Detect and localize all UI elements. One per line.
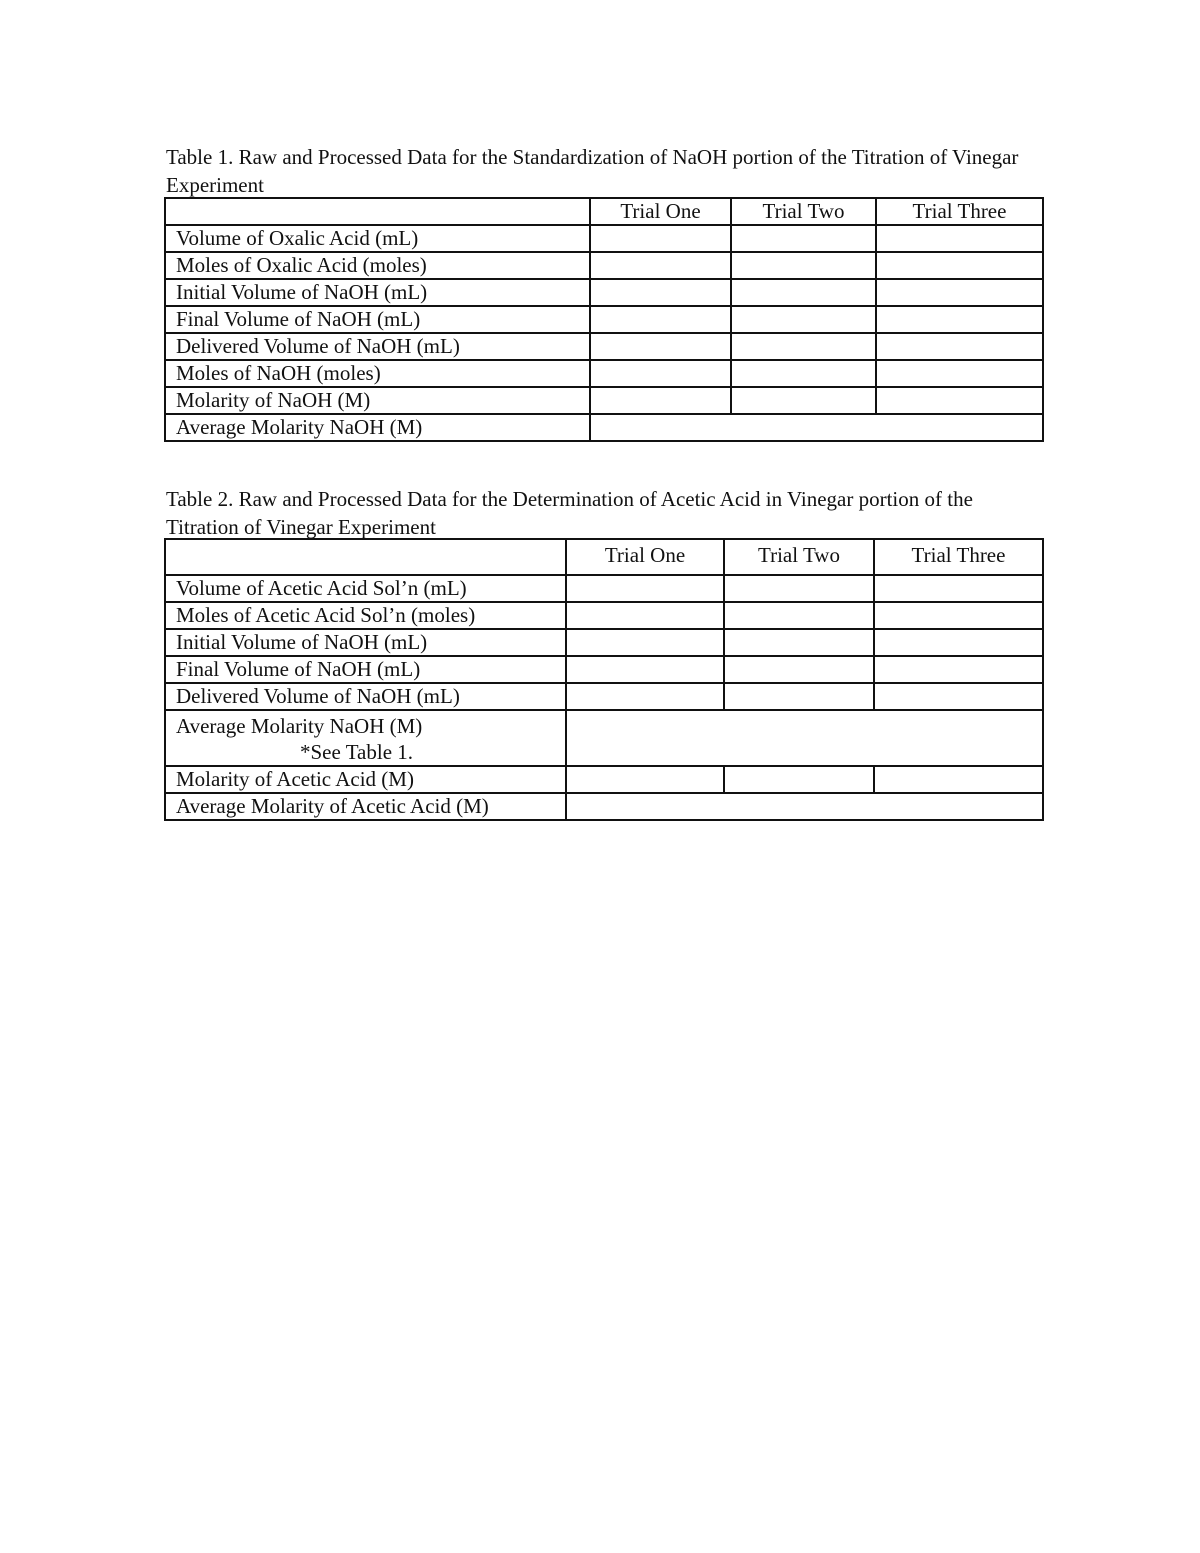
table-2-avg-naoh-row bbox=[165, 710, 1043, 766]
table-1 bbox=[164, 197, 1044, 442]
table-row bbox=[165, 360, 1043, 387]
row-label: Moles of Acetic Acid Sol’n (moles) bbox=[165, 602, 566, 629]
data-cell[interactable] bbox=[731, 360, 876, 387]
data-cell[interactable] bbox=[724, 575, 874, 602]
table-row bbox=[165, 683, 1043, 710]
data-cell[interactable] bbox=[724, 602, 874, 629]
summary-cell[interactable] bbox=[566, 793, 1043, 820]
data-cell[interactable] bbox=[876, 279, 1043, 306]
table-row bbox=[165, 575, 1043, 602]
row-label: Average Molarity NaOH (M) bbox=[165, 414, 590, 441]
table-1-header-row bbox=[165, 198, 1043, 225]
row-label: Initial Volume of NaOH (mL) bbox=[165, 279, 590, 306]
row-label: Delivered Volume of NaOH (mL) bbox=[165, 683, 566, 710]
avg-naoh-label: Average Molarity NaOH (M) bbox=[176, 714, 423, 738]
summary-cell[interactable] bbox=[566, 710, 1043, 766]
data-cell[interactable] bbox=[731, 225, 876, 252]
table-row bbox=[165, 306, 1043, 333]
table-row bbox=[165, 766, 1043, 793]
data-cell[interactable] bbox=[731, 279, 876, 306]
data-cell[interactable] bbox=[724, 656, 874, 683]
data-cell[interactable] bbox=[731, 333, 876, 360]
row-label: Delivered Volume of NaOH (mL) bbox=[165, 333, 590, 360]
row-label bbox=[165, 710, 566, 766]
data-cell[interactable] bbox=[590, 387, 731, 414]
table-row bbox=[165, 387, 1043, 414]
data-cell[interactable] bbox=[874, 766, 1043, 793]
table-2-header-trial-two: Trial Two bbox=[724, 539, 874, 575]
data-cell[interactable] bbox=[590, 306, 731, 333]
table-1-header-trial-two: Trial Two bbox=[731, 198, 876, 225]
data-cell[interactable] bbox=[876, 306, 1043, 333]
table-2-header-trial-one: Trial One bbox=[566, 539, 724, 575]
data-cell[interactable] bbox=[724, 766, 874, 793]
data-cell[interactable] bbox=[566, 766, 724, 793]
data-cell[interactable] bbox=[874, 629, 1043, 656]
table-row bbox=[165, 279, 1043, 306]
row-label: Final Volume of NaOH (mL) bbox=[165, 306, 590, 333]
data-cell[interactable] bbox=[731, 306, 876, 333]
data-cell[interactable] bbox=[874, 656, 1043, 683]
data-cell[interactable] bbox=[876, 225, 1043, 252]
row-label: Initial Volume of NaOH (mL) bbox=[165, 629, 566, 656]
row-label: Moles of NaOH (moles) bbox=[165, 360, 590, 387]
data-cell[interactable] bbox=[876, 387, 1043, 414]
table-2 bbox=[164, 538, 1044, 821]
table-1-header-trial-one: Trial One bbox=[590, 198, 731, 225]
data-cell[interactable] bbox=[876, 360, 1043, 387]
data-cell[interactable] bbox=[724, 629, 874, 656]
table-1-caption: Table 1. Raw and Processed Data for the Standardization of NaOH portion of the Titration of Vinegar Experiment bbox=[166, 145, 1019, 197]
row-label: Volume of Oxalic Acid (mL) bbox=[165, 225, 590, 252]
row-label: Molarity of Acetic Acid (M) bbox=[165, 766, 566, 793]
data-cell[interactable] bbox=[724, 683, 874, 710]
summary-cell[interactable] bbox=[590, 414, 1043, 441]
table-2-header-row bbox=[165, 539, 1043, 575]
row-label: Final Volume of NaOH (mL) bbox=[165, 656, 566, 683]
data-cell[interactable] bbox=[590, 333, 731, 360]
table-2-header-blank bbox=[165, 539, 566, 575]
data-cell[interactable] bbox=[731, 387, 876, 414]
data-cell[interactable] bbox=[876, 252, 1043, 279]
data-cell[interactable] bbox=[874, 575, 1043, 602]
table-row bbox=[165, 225, 1043, 252]
see-table-1-note: *See Table 1. bbox=[300, 740, 414, 764]
table-1-summary-row bbox=[165, 414, 1043, 441]
data-cell[interactable] bbox=[731, 252, 876, 279]
data-cell[interactable] bbox=[874, 683, 1043, 710]
data-cell[interactable] bbox=[566, 629, 724, 656]
data-cell[interactable] bbox=[566, 602, 724, 629]
table-row bbox=[165, 656, 1043, 683]
table-1-header-blank bbox=[165, 198, 590, 225]
data-cell[interactable] bbox=[590, 279, 731, 306]
row-label: Moles of Oxalic Acid (moles) bbox=[165, 252, 590, 279]
data-cell[interactable] bbox=[876, 333, 1043, 360]
table-2-header-trial-three: Trial Three bbox=[874, 539, 1043, 575]
table-row bbox=[165, 602, 1043, 629]
data-cell[interactable] bbox=[874, 602, 1043, 629]
table-1-header-trial-three: Trial Three bbox=[876, 198, 1043, 225]
row-label: Volume of Acetic Acid Sol’n (mL) bbox=[165, 575, 566, 602]
data-cell[interactable] bbox=[566, 683, 724, 710]
data-cell[interactable] bbox=[566, 575, 724, 602]
row-label: Average Molarity of Acetic Acid (M) bbox=[165, 793, 566, 820]
table-row bbox=[165, 333, 1043, 360]
data-cell[interactable] bbox=[590, 360, 731, 387]
data-cell[interactable] bbox=[566, 656, 724, 683]
table-2-summary-row bbox=[165, 793, 1043, 820]
table-2-caption: Table 2. Raw and Processed Data for the Determination of Acetic Acid in Vinegar portion of the Titration of Vinegar Experiment bbox=[166, 487, 973, 539]
data-cell[interactable] bbox=[590, 252, 731, 279]
table-row bbox=[165, 252, 1043, 279]
row-label: Molarity of NaOH (M) bbox=[165, 387, 590, 414]
table-row bbox=[165, 629, 1043, 656]
data-cell[interactable] bbox=[590, 225, 731, 252]
